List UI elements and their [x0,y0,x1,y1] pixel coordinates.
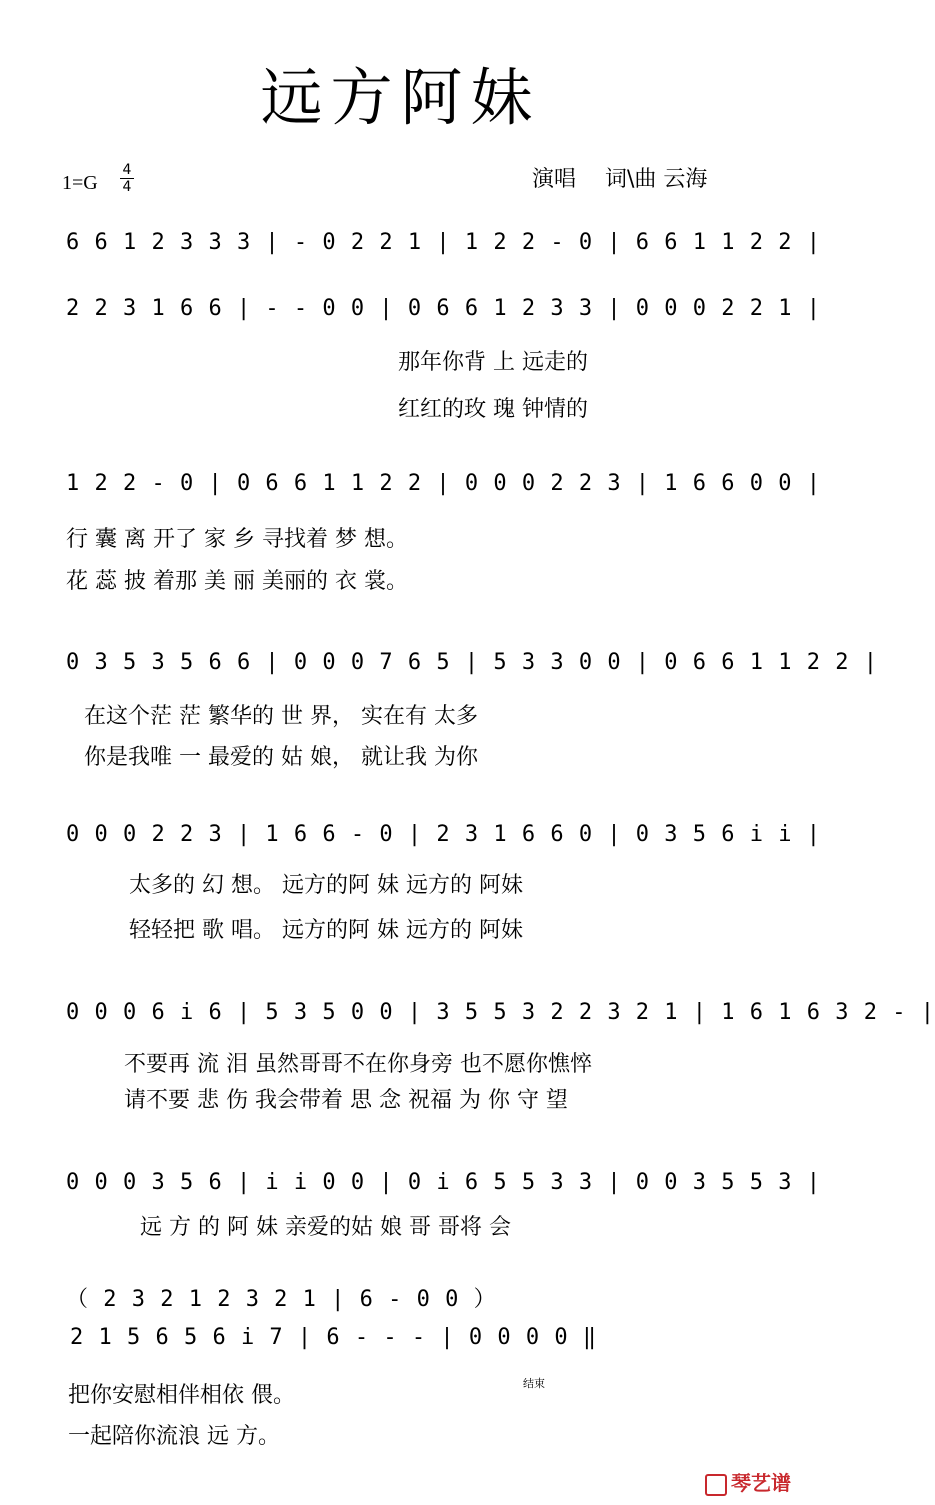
lyric-row-3-verse-1: 行 囊 离 开了 家 乡 寻找着 梦 想。 [66,527,408,552]
lyric-row-6-verse-2: 请不要 悲 伤 我会带着 思 念 祝福 为 你 守 望 [124,1088,568,1113]
time-signature-bottom: 4 [122,179,132,195]
piano-logo-icon [705,1474,727,1496]
lyric-row-2-verse-2: 红红的玫 瑰 钟情的 [398,397,588,422]
score-row-3: 1 2 2 - 0 | 0 6 6 1 1 2 2 | 0 0 0 2 2 3 | 1 6 6 0 0 | [66,471,821,496]
score-row-5: 0 0 0 2 2 3 | 1 6 6 - 0 | 2 3 1 6 6 0 | 0 3 5 6 i i | [66,822,821,847]
lyric-row-6-verse-1: 不要再 流 泪 虽然哥哥不在你身旁 也不愿你憔悴 [124,1052,592,1077]
page-title: 远方阿妹 [260,61,541,134]
lyric-row-8-verse-2: 一起陪你流浪 远 方。 [68,1424,280,1449]
time-signature [120,163,134,194]
lyric-row-2-verse-1: 那年你背 上 远走的 [398,350,588,375]
lyric-row-5-verse-1: 太多的 幻 想。 远方的阿 妹 远方的 阿妹 [129,873,523,898]
lyric-row-7-verse-1: 远 方 的 阿 妹 亲爱的姑 娘 哥 哥将 会 [140,1215,511,1240]
score-row-6: 0 0 0 6 i 6 | 5 3 5 0 0 | 3 5 5 3 2 2 3 2 1 | 1 6 1 6 3 2 - | [66,1000,935,1025]
score-row-4: 0 3 5 3 5 6 6 | 0 0 0 7 6 5 | 5 3 3 0 0 | 0 6 6 1 1 2 2 | [66,650,878,675]
lyric-row-3-verse-2: 花 蕊 披 着那 美 丽 美丽的 衣 裳。 [66,569,408,594]
score-row-8: 2 1 5 6 5 6 i 7 | 6 - - - | 0 0 0 0 ‖ [70,1325,598,1350]
score-row-2: 2 2 3 1 6 6 | - - 0 0 | 0 6 6 1 2 3 3 | 0 0 0 2 2 1 | [66,296,821,321]
watermark: 琴艺谱 [705,1467,791,1496]
lyric-row-4-verse-2: 你是我唯 一 最爱的 姑 娘， 就让我 为你 [84,745,478,770]
key-signature: 1=G [62,172,98,194]
score-row-7: 0 0 0 3 5 6 | i i 0 0 | 0 i 6 5 5 3 3 | 0 0 3 5 5 3 | [66,1170,821,1195]
end-mark: 结束 [523,1377,545,1390]
score-row-1: 6 6 1 2 3 3 3 | - 0 2 2 1 | 1 2 2 - 0 | 6 6 1 1 2 2 | [66,230,821,255]
time-signature-top: 4 [122,162,132,178]
lyric-row-5-verse-2: 轻轻把 歌 唱。 远方的阿 妹 远方的 阿妹 [129,918,523,943]
credits: 演唱 词\曲 云海 [532,167,708,192]
lyric-row-4-verse-1: 在这个茫 茫 繁华的 世 界， 实在有 太多 [84,704,478,729]
lyric-row-8-verse-1: 把你安慰相伴相依 偎。 [68,1383,295,1408]
score-row-8-upper: （ 2 3 2 1 2 3 2 1 | 6 - 0 0 ） [66,1287,497,1312]
